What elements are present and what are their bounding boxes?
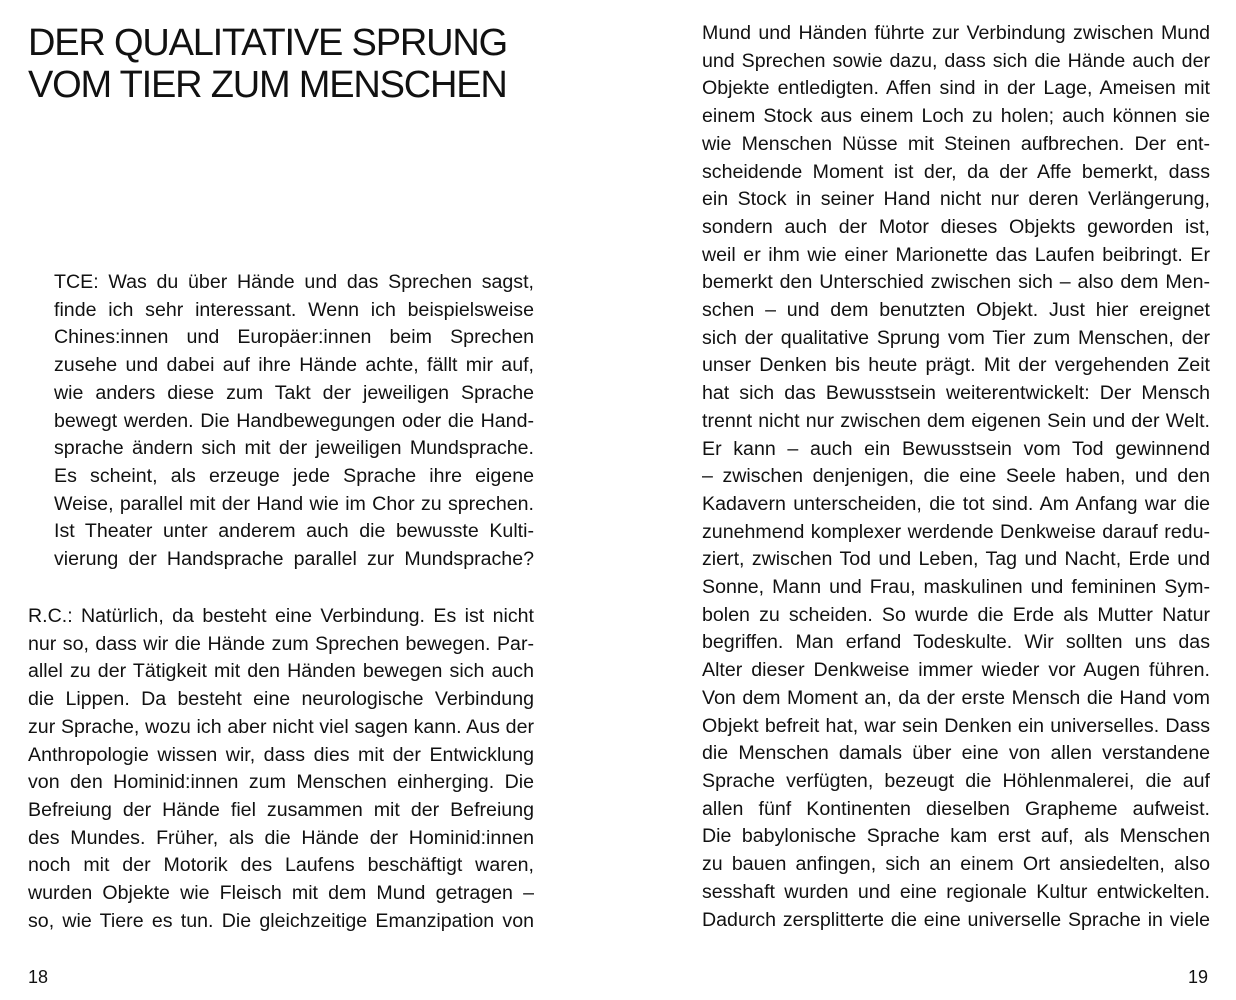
rc-answer-paragraph <box>28 603 534 935</box>
text-line: scheidende Moment ist der, da der Affe bemerkt, dass <box>702 160 1210 183</box>
text-line: bewegt werden. Die Handbewegungen oder die Hand- <box>54 409 534 432</box>
tce-question-paragraph <box>54 269 534 574</box>
chapter-title <box>28 22 588 106</box>
text-line: von den Hominid:innen zum Menschen einherging. Die <box>28 771 534 794</box>
text-line: Sprache verfügten, bezeugt die Höhlenmalerei, die auf <box>702 769 1210 792</box>
text-line: Sonne, Mann und Frau, maskulinen und femininen Sym- <box>702 576 1210 599</box>
text-line: Mund und Händen führte zur Verbindung zwischen Mund <box>702 22 1210 44</box>
text-line: zunehmend komplexer werdende Denkweise darauf redu- <box>702 520 1210 543</box>
text-line: wurden Objekte wie Fleisch mit dem Mund getragen – <box>28 882 534 905</box>
text-line: zur Sprache, wozu ich aber nicht viel sagen kann. Aus der <box>28 715 534 738</box>
text-line: Anthropologie wissen wir, dass dies mit der Entwicklung <box>28 743 534 766</box>
text-line: einem Stock aus einem Loch zu holen; auch können sie <box>702 105 1210 128</box>
text-line: und Sprechen sowie dazu, dass sich die Hände auch der <box>702 49 1210 72</box>
text-line: Weise, parallel mit der Hand wie im Chor zu sprechen. <box>54 492 534 515</box>
text-line: Alter dieser Denkweise immer wieder vor Augen führen. <box>702 659 1210 682</box>
text-line: Objekte entledigten. Affen sind in der Lage, Ameisen mit <box>702 77 1210 100</box>
text-line: Die babylonische Sprache kam erst auf, als Menschen <box>702 825 1210 848</box>
text-line: wie Menschen Nüsse mit Steinen aufbrechen. Der ent- <box>702 132 1210 155</box>
text-line: so, wie Tiere es tun. Die gleichzeitige Emanzipation von <box>28 909 534 932</box>
text-line: die Lippen. Da besteht eine neurologische Verbindung <box>28 688 534 711</box>
text-line: nur so, dass wir die Hände zum Sprechen bewegen. Par- <box>28 632 534 655</box>
text-line: finde ich sehr interessant. Wenn ich beispielsweise <box>54 298 534 321</box>
text-line: Ist Theater unter anderem auch die bewusste Kulti- <box>54 520 534 543</box>
text-line: trennt nicht nur zwischen dem eigenen Sein und der Welt. <box>702 409 1210 432</box>
text-line: Er kann – auch ein Bewusstsein vom Tod gewinnend <box>702 437 1210 460</box>
text-line: sesshaft wurden und eine regionale Kultur entwickelten. <box>702 880 1210 903</box>
text-line: allel zu der Tätigkeit mit den Händen bewegen sich auch <box>28 660 534 683</box>
text-line: Chines:innen und Europäer:innen beim Sprechen <box>54 326 534 349</box>
text-line: die Menschen damals über eine von allen verstandene <box>702 742 1210 765</box>
text-line: des Mundes. Früher, als die Hände der Hominid:innen <box>28 826 534 849</box>
text-line: schen – und dem benutzten Objekt. Just hier ereignet <box>702 299 1210 322</box>
text-line: noch mit der Motorik des Laufens beschäftigt waren, <box>28 854 534 877</box>
text-line: Befreiung der Hände fiel zusammen mit der Befreiung <box>28 798 534 821</box>
text-line: – zwischen denjenigen, die eine Seele haben, und den <box>702 465 1210 488</box>
page-number: 19 <box>1187 967 1208 987</box>
text-line: unser Denken bis heute prägt. Mit der vergehenden Zeit <box>702 354 1210 377</box>
text-line: Kadavern unterscheiden, die tot sind. Am Anfang war die <box>702 492 1210 515</box>
text-line: bolen zu scheiden. So wurde die Erde als Mutter Natur <box>702 603 1210 626</box>
text-line: Es scheint, als erzeuge jede Sprache ihre eigene <box>54 464 534 487</box>
text-line: Von dem Moment an, da der erste Mensch die Hand vom <box>702 686 1210 709</box>
title-line: VOM TIER ZUM MENSCHEN <box>28 64 507 106</box>
text-line: allen fünf Kontinenten dieselben Grapheme aufweist. <box>702 797 1210 820</box>
text-line: begriffen. Man erfand Todeskulte. Wir sollten uns das <box>702 631 1210 654</box>
text-line: wie anders diese zum Takt der jeweiligen Sprache <box>54 381 534 404</box>
text-line: zu bauen anfingen, sich an einem Ort ansiedelten, also <box>702 853 1210 876</box>
text-line: bemerkt den Unterschied zwischen sich – also dem Men- <box>702 271 1210 294</box>
right-page <box>618 0 1236 1000</box>
text-line: sondern auch der Motor dieses Objekts geworden ist, <box>702 215 1210 238</box>
text-line: ein Stock in seiner Hand nicht nur deren Verlängerung, <box>702 188 1210 211</box>
text-line: ziert, zwischen Tod und Leben, Tag und Nacht, Erde und <box>702 548 1210 571</box>
text-line: hat sich das Bewusstsein weiterentwickelt: Der Mensch <box>702 382 1210 405</box>
text-line: TCE: Was du über Hände und das Sprechen sagst, <box>54 271 534 293</box>
title-line: DER QUALITATIVE SPRUNG <box>28 22 507 64</box>
text-line: sich der qualitative Sprung vom Tier zum Menschen, der <box>702 326 1210 349</box>
text-line: Dadurch zersplitterte die eine universelle Sprache in viele <box>702 908 1210 931</box>
text-line: zusehe und dabei auf ihre Hände achte, fällt mir auf, <box>54 354 534 377</box>
text-line: weil er ihm wie einer Marionette das Laufen beibringt. Er <box>702 243 1210 266</box>
text-line: Objekt befreit hat, war sein Denken ein universelles. Dass <box>702 714 1210 737</box>
text-line: sprache ändern sich mit der jeweiligen Mundsprache. <box>54 437 534 460</box>
text-line: R.C.: Natürlich, da besteht eine Verbindung. Es ist nicht <box>28 605 534 627</box>
rc-answer-continued-paragraph <box>702 20 1210 934</box>
page-number: 18 <box>28 967 49 987</box>
text-line: vierung der Handsprache parallel zur Mundsprache? <box>54 548 534 571</box>
